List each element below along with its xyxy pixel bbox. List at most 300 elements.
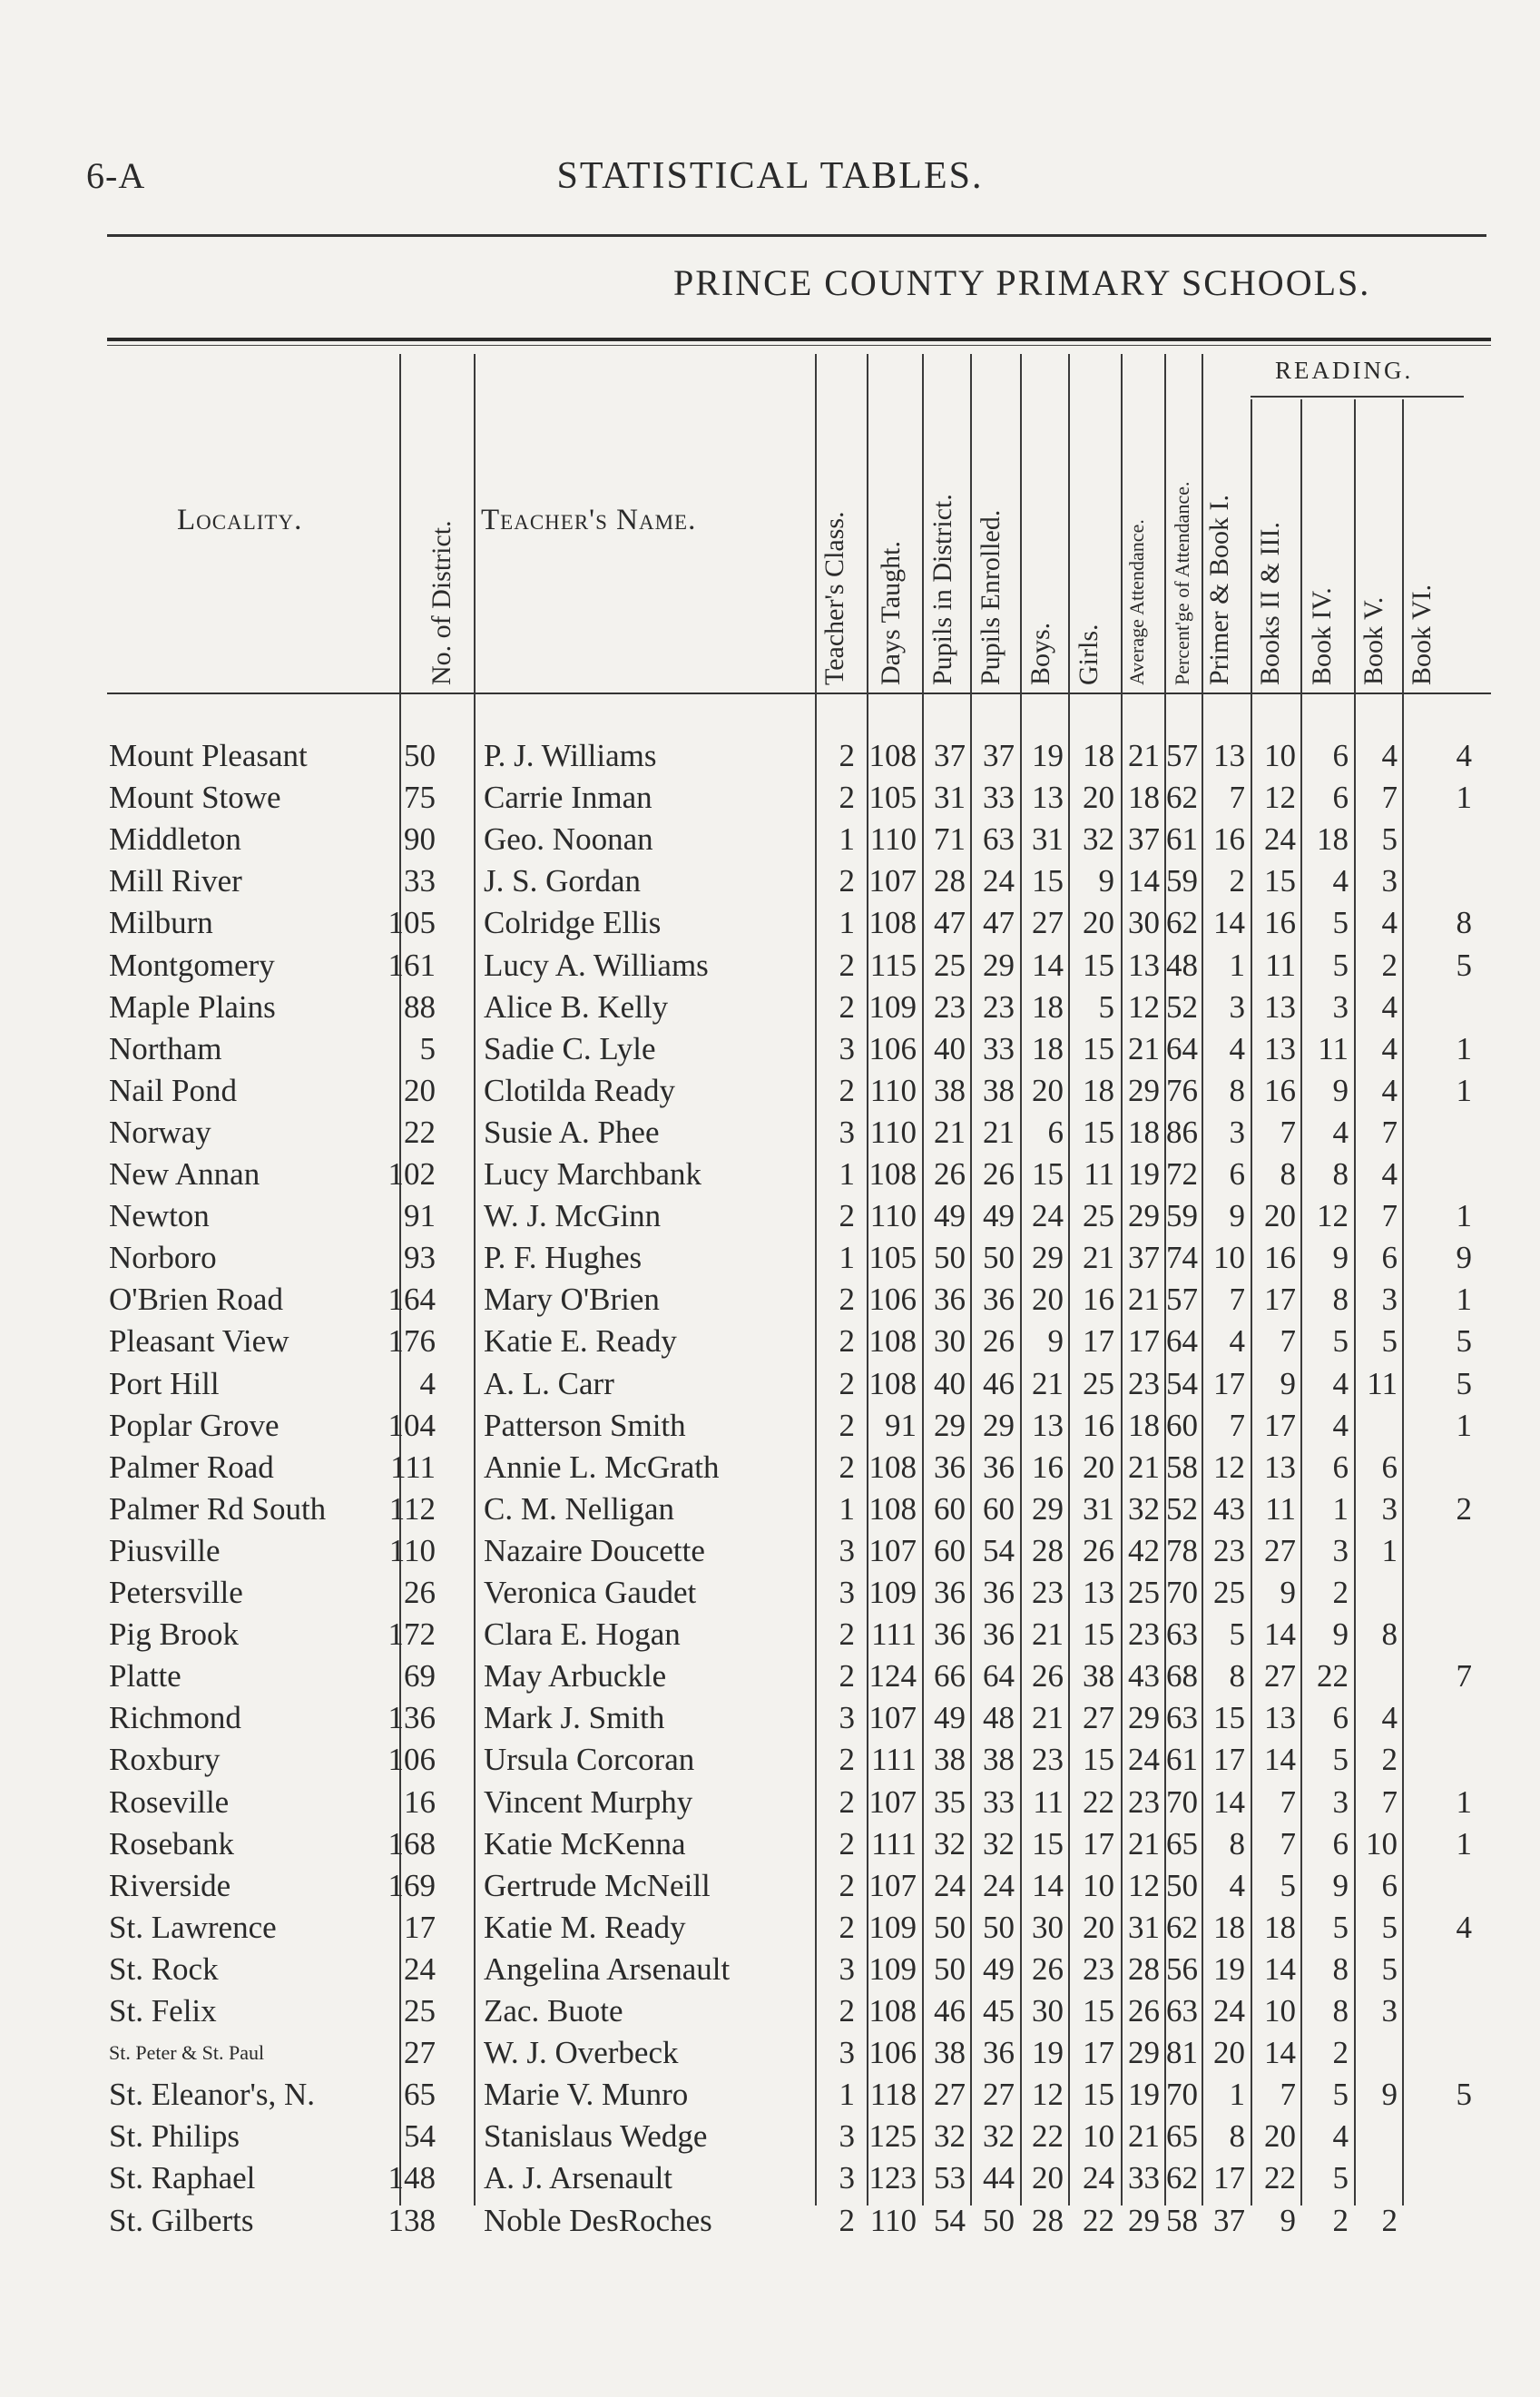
cell-book-4: 9 [1332, 1616, 1349, 1653]
cell-teacher-class: 2 [839, 738, 855, 773]
cell-pupils-enrolled: 32 [983, 2118, 1015, 2155]
cell-locality: Mount Stowe [109, 780, 281, 816]
cell-boys: 9 [1047, 1323, 1064, 1360]
cell-teacher-class: 2 [839, 1742, 855, 1778]
cell-percentage-attendance: 72 [1166, 1156, 1198, 1192]
cell-book-4: 5 [1332, 947, 1349, 983]
cell-book-4: 3 [1332, 988, 1349, 1025]
cell-books-2-3: 14 [1264, 2035, 1296, 2071]
cell-locality: Middleton [109, 821, 241, 858]
cell-pupils-enrolled: 23 [983, 988, 1015, 1025]
cell-percentage-attendance: 48 [1166, 947, 1198, 983]
cell-pupils-in-district: 23 [934, 988, 966, 1025]
cell-pupils-enrolled: 47 [983, 905, 1015, 941]
cell-pupils-in-district: 50 [934, 1240, 966, 1276]
cell-boys: 21 [1032, 1365, 1064, 1401]
cell-average-attendance: 43 [1128, 1658, 1160, 1695]
cell-average-attendance: 32 [1128, 1490, 1160, 1527]
cell-teacher-name: Stanislaus Wedge [484, 2118, 708, 2155]
cell-pupils-enrolled: 44 [983, 2160, 1015, 2196]
cell-book-4: 8 [1332, 1282, 1349, 1318]
cell-days-taught: 108 [868, 1365, 917, 1401]
cell-average-attendance: 37 [1128, 1240, 1160, 1276]
cell-girls: 10 [1083, 2118, 1114, 2155]
cell-percentage-attendance: 86 [1166, 1114, 1198, 1150]
cell-district: 69 [404, 1658, 436, 1695]
cell-book-6: 1 [1456, 1282, 1472, 1318]
cell-pupils-enrolled: 29 [983, 947, 1015, 983]
cell-days-taught: 110 [869, 1198, 917, 1234]
cell-books-2-3: 13 [1264, 1449, 1296, 1485]
cell-teacher-name: Lucy A. Williams [484, 947, 709, 983]
cell-pupils-in-district: 40 [934, 1365, 966, 1401]
cell-book-5: 2 [1381, 947, 1398, 983]
cell-girls: 24 [1083, 2160, 1114, 2196]
cell-teacher-name: Katie McKenna [484, 1825, 686, 1862]
cell-book-4: 5 [1332, 1909, 1349, 1945]
cell-percentage-attendance: 64 [1166, 1030, 1198, 1066]
cell-girls: 17 [1083, 2035, 1114, 2071]
cell-average-attendance: 29 [1128, 2202, 1160, 2238]
cell-pupils-enrolled: 26 [983, 1323, 1015, 1360]
cell-pupils-in-district: 27 [934, 2077, 966, 2113]
cell-percentage-attendance: 70 [1166, 2077, 1198, 2113]
cell-days-taught: 110 [869, 1072, 917, 1108]
cell-girls: 22 [1083, 1783, 1114, 1820]
cell-book-4: 5 [1332, 905, 1349, 941]
cell-books-2-3: 15 [1264, 863, 1296, 899]
cell-percentage-attendance: 63 [1166, 1993, 1198, 2029]
cell-girls: 22 [1083, 2202, 1114, 2238]
cell-district: 27 [404, 2035, 436, 2071]
cell-locality: St. Lawrence [109, 1909, 277, 1945]
cell-average-attendance: 28 [1128, 1950, 1160, 1987]
cell-girls: 15 [1083, 2077, 1114, 2113]
cell-primer-book1: 16 [1213, 821, 1245, 858]
cell-average-attendance: 18 [1128, 1407, 1160, 1443]
cell-district: 5 [419, 1030, 436, 1066]
cell-boys: 29 [1032, 1240, 1064, 1276]
cell-pupils-enrolled: 54 [983, 1532, 1015, 1568]
cell-locality: Poplar Grove [109, 1407, 280, 1443]
cell-teacher-name: C. M. Nelligan [484, 1490, 674, 1527]
cell-pupils-in-district: 28 [934, 863, 966, 899]
cell-book-4: 6 [1332, 1700, 1349, 1736]
cell-book-5: 2 [1381, 2202, 1398, 2238]
cell-percentage-attendance: 62 [1166, 780, 1198, 816]
cell-books-2-3: 27 [1264, 1658, 1296, 1695]
cell-book-5: 7 [1381, 1198, 1398, 1234]
cell-average-attendance: 12 [1128, 988, 1160, 1025]
cell-primer-book1: 25 [1213, 1575, 1245, 1610]
cell-book-5: 6 [1381, 1240, 1398, 1276]
cell-district: 148 [387, 2160, 436, 2196]
cell-locality: O'Brien Road [109, 1282, 283, 1318]
table-row [0, 1237, 1540, 1279]
cell-pupils-in-district: 25 [934, 947, 966, 983]
cell-pupils-enrolled: 36 [983, 1616, 1015, 1653]
cell-boys: 23 [1032, 1742, 1064, 1778]
table-row [0, 1112, 1540, 1154]
cell-pupils-in-district: 54 [934, 2202, 966, 2238]
cell-pupils-enrolled: 60 [983, 1490, 1015, 1527]
cell-teacher-class: 2 [839, 1072, 855, 1108]
table-row [0, 2074, 1540, 2116]
cell-pupils-in-district: 36 [934, 1616, 966, 1653]
cell-primer-book1: 17 [1213, 1742, 1245, 1778]
cell-teacher-class: 1 [839, 821, 855, 858]
cell-boys: 20 [1032, 2160, 1064, 2196]
cell-book-4: 12 [1317, 1198, 1349, 1234]
cell-district: 104 [387, 1407, 436, 1443]
cell-days-taught: 115 [869, 947, 917, 983]
cell-teacher-name: Susie A. Phee [484, 1114, 660, 1150]
cell-pupils-in-district: 60 [934, 1490, 966, 1527]
cell-pupils-in-district: 50 [934, 1950, 966, 1987]
cell-percentage-attendance: 58 [1166, 1449, 1198, 1485]
cell-locality: St. Peter & St. Paul [109, 2041, 265, 2065]
cell-book-4: 5 [1332, 2077, 1349, 2113]
cell-average-attendance: 29 [1128, 1198, 1160, 1234]
cell-teacher-name: Lucy Marchbank [484, 1156, 702, 1192]
cell-days-taught: 105 [868, 1240, 917, 1276]
cell-boys: 13 [1032, 1407, 1064, 1443]
cell-girls: 20 [1083, 1449, 1114, 1485]
cell-pupils-enrolled: 49 [983, 1950, 1015, 1987]
cell-days-taught: 110 [869, 1114, 917, 1150]
cell-girls: 18 [1083, 738, 1114, 773]
cell-book-4: 4 [1332, 863, 1349, 899]
cell-primer-book1: 23 [1213, 1532, 1245, 1568]
table-row [0, 2157, 1540, 2199]
table-row [0, 860, 1540, 902]
cell-book-5: 7 [1381, 1783, 1398, 1820]
cell-percentage-attendance: 81 [1166, 2035, 1198, 2071]
cell-primer-book1: 9 [1229, 1198, 1245, 1234]
cell-book-5: 2 [1381, 1742, 1398, 1778]
table-row [0, 819, 1540, 860]
cell-books-2-3: 13 [1264, 1700, 1296, 1736]
cell-percentage-attendance: 58 [1166, 2202, 1198, 2238]
cell-teacher-class: 2 [839, 1282, 855, 1318]
cell-teacher-class: 2 [839, 1909, 855, 1945]
cell-book-5: 7 [1381, 1114, 1398, 1150]
cell-girls: 31 [1083, 1490, 1114, 1527]
cell-book-5: 4 [1381, 1072, 1398, 1108]
cell-pupils-enrolled: 64 [983, 1658, 1015, 1695]
cell-teacher-name: Katie E. Ready [484, 1323, 677, 1360]
cell-boys: 21 [1032, 1616, 1064, 1653]
cell-locality: Petersville [109, 1575, 243, 1610]
cell-locality: Riverside [109, 1867, 231, 1903]
cell-teacher-class: 1 [839, 905, 855, 941]
cell-girls: 15 [1083, 1993, 1114, 2029]
cell-boys: 15 [1032, 1825, 1064, 1862]
cell-girls: 13 [1083, 1575, 1114, 1610]
cell-boys: 14 [1032, 1867, 1064, 1903]
cell-books-2-3: 20 [1264, 1198, 1296, 1234]
cell-average-attendance: 21 [1128, 1030, 1160, 1066]
cell-book-4: 5 [1332, 2160, 1349, 2196]
header-locality: Locality. [177, 504, 303, 536]
cell-book-4: 4 [1332, 1365, 1349, 1401]
cell-book-4: 5 [1332, 1742, 1349, 1778]
cell-teacher-class: 3 [839, 2035, 855, 2071]
cell-percentage-attendance: 68 [1166, 1658, 1198, 1695]
cell-percentage-attendance: 52 [1166, 988, 1198, 1025]
header-girls: Girls. [1074, 624, 1104, 685]
table-row [0, 1447, 1540, 1488]
cell-book-5: 4 [1381, 905, 1398, 941]
cell-girls: 32 [1083, 821, 1114, 858]
cell-primer-book1: 4 [1229, 1867, 1245, 1903]
cell-book-5: 4 [1381, 1700, 1398, 1736]
cell-average-attendance: 21 [1128, 738, 1160, 773]
table-row [0, 1572, 1540, 1614]
cell-district: 112 [388, 1490, 436, 1527]
cell-teacher-name: Clara E. Hogan [484, 1616, 681, 1653]
cell-percentage-attendance: 76 [1166, 1072, 1198, 1108]
table-top-rule [107, 338, 1491, 341]
cell-days-taught: 107 [868, 1700, 917, 1736]
cell-days-taught: 124 [868, 1658, 917, 1695]
cell-primer-book1: 4 [1229, 1323, 1245, 1360]
cell-pupils-enrolled: 50 [983, 2202, 1015, 2238]
cell-pupils-in-district: 49 [934, 1198, 966, 1234]
cell-boys: 18 [1032, 988, 1064, 1025]
cell-book-6: 1 [1456, 1825, 1472, 1862]
cell-days-taught: 111 [871, 1825, 917, 1862]
cell-book-6: 1 [1456, 1783, 1472, 1820]
cell-locality: St. Philips [109, 2118, 240, 2155]
cell-book-4: 6 [1332, 1825, 1349, 1862]
cell-days-taught: 107 [868, 863, 917, 899]
cell-books-2-3: 16 [1264, 1240, 1296, 1276]
cell-days-taught: 91 [885, 1407, 917, 1443]
cell-percentage-attendance: 61 [1166, 1742, 1198, 1778]
table-row [0, 1530, 1540, 1572]
cell-girls: 16 [1083, 1407, 1114, 1443]
cell-district: 91 [404, 1198, 436, 1234]
cell-book-5: 6 [1381, 1867, 1398, 1903]
cell-books-2-3: 7 [1280, 2077, 1296, 2113]
cell-pupils-enrolled: 36 [983, 1449, 1015, 1485]
header-bottom-rule [107, 693, 1491, 694]
cell-locality: St. Raphael [109, 2160, 256, 2196]
cell-book-6: 7 [1456, 1658, 1472, 1695]
cell-boys: 15 [1032, 1156, 1064, 1192]
cell-book-4: 2 [1332, 2035, 1349, 2071]
table-row [0, 1655, 1540, 1697]
cell-girls: 38 [1083, 1658, 1114, 1695]
cell-primer-book1: 17 [1213, 2160, 1245, 2196]
cell-teacher-name: Alice B. Kelly [484, 988, 669, 1025]
cell-pupils-in-district: 38 [934, 1742, 966, 1778]
cell-books-2-3: 11 [1265, 947, 1296, 983]
cell-locality: Milburn [109, 905, 213, 941]
cell-days-taught: 109 [868, 1950, 917, 1987]
cell-teacher-class: 1 [839, 1156, 855, 1192]
cell-district: 17 [404, 1909, 436, 1945]
cell-average-attendance: 21 [1128, 1825, 1160, 1862]
table-row [0, 1949, 1540, 1990]
cell-district: 111 [390, 1449, 436, 1485]
cell-locality: Roseville [109, 1783, 230, 1820]
cell-teacher-class: 1 [839, 1490, 855, 1527]
cell-locality: Nail Pond [109, 1072, 237, 1108]
cell-days-taught: 108 [868, 1156, 917, 1192]
table-row [0, 1614, 1540, 1655]
cell-girls: 17 [1083, 1825, 1114, 1862]
cell-locality: Norboro [109, 1240, 217, 1276]
cell-days-taught: 107 [868, 1532, 917, 1568]
cell-locality: St. Felix [109, 1993, 217, 2029]
cell-days-taught: 107 [868, 1867, 917, 1903]
cell-teacher-class: 2 [839, 2202, 855, 2238]
cell-boys: 30 [1032, 1993, 1064, 2029]
cell-book-5: 6 [1381, 1449, 1398, 1485]
cell-book-5: 4 [1381, 1156, 1398, 1192]
cell-pupils-in-district: 53 [934, 2160, 966, 2196]
cell-primer-book1: 14 [1213, 905, 1245, 941]
cell-book-4: 9 [1332, 1072, 1349, 1108]
cell-girls: 21 [1083, 1240, 1114, 1276]
cell-percentage-attendance: 50 [1166, 1867, 1198, 1903]
header-teacher-name: Teacher's Name. [481, 504, 697, 536]
cell-book-5: 3 [1381, 1490, 1398, 1527]
cell-teacher-class: 3 [839, 1700, 855, 1736]
cell-teacher-class: 2 [839, 1407, 855, 1443]
cell-teacher-name: May Arbuckle [484, 1658, 667, 1695]
cell-pupils-in-district: 35 [934, 1783, 966, 1820]
cell-district: 88 [404, 988, 436, 1025]
cell-days-taught: 108 [868, 1323, 917, 1360]
cell-teacher-name: Veronica Gaudet [484, 1575, 697, 1610]
header-book-5: Book V. [1359, 596, 1388, 685]
cell-teacher-class: 2 [839, 1616, 855, 1653]
cell-days-taught: 108 [868, 1993, 917, 2029]
cell-book-5: 3 [1381, 1993, 1398, 2029]
cell-primer-book1: 3 [1229, 988, 1245, 1025]
cell-pupils-enrolled: 37 [983, 738, 1015, 773]
cell-days-taught: 110 [869, 821, 917, 858]
cell-boys: 21 [1032, 1700, 1064, 1736]
cell-books-2-3: 8 [1280, 1156, 1296, 1192]
table-row [0, 777, 1540, 819]
cell-pupils-enrolled: 24 [983, 863, 1015, 899]
cell-teacher-class: 3 [839, 1030, 855, 1066]
table-row [0, 2032, 1540, 2074]
cell-average-attendance: 19 [1128, 2077, 1160, 2113]
cell-teacher-class: 3 [839, 1114, 855, 1150]
cell-books-2-3: 16 [1264, 905, 1296, 941]
cell-days-taught: 123 [868, 2160, 917, 2196]
cell-pupils-in-district: 32 [934, 2118, 966, 2155]
cell-pupils-enrolled: 32 [983, 1825, 1015, 1862]
cell-teacher-class: 2 [839, 988, 855, 1025]
cell-percentage-attendance: 70 [1166, 1575, 1198, 1610]
cell-pupils-enrolled: 48 [983, 1700, 1015, 1736]
table-row [0, 2200, 1540, 2242]
cell-locality: Piusville [109, 1532, 221, 1568]
cell-book-4: 8 [1332, 1950, 1349, 1987]
cell-teacher-name: Patterson Smith [484, 1407, 686, 1443]
cell-book-4: 18 [1317, 821, 1349, 858]
cell-boys: 30 [1032, 1909, 1064, 1945]
cell-locality: Newton [109, 1198, 210, 1234]
cell-books-2-3: 7 [1280, 1323, 1296, 1360]
cell-boys: 23 [1032, 1575, 1064, 1610]
table-row [0, 1990, 1540, 2032]
table-row [0, 1782, 1540, 1823]
cell-book-6: 1 [1456, 1407, 1472, 1443]
cell-girls: 20 [1083, 905, 1114, 941]
cell-girls: 27 [1083, 1700, 1114, 1736]
cell-teacher-class: 3 [839, 1950, 855, 1987]
cell-girls: 15 [1083, 1030, 1114, 1066]
cell-district: 90 [404, 821, 436, 858]
cell-district: 26 [404, 1575, 436, 1610]
cell-book-5: 5 [1381, 821, 1398, 858]
cell-pupils-enrolled: 50 [983, 1240, 1015, 1276]
table-subtitle: PRINCE COUNTY PRIMARY SCHOOLS. [673, 262, 1371, 303]
cell-teacher-name: Angelina Arsenault [484, 1950, 731, 1987]
cell-books-2-3: 16 [1264, 1072, 1296, 1108]
cell-district: 54 [404, 2118, 436, 2155]
table-row [0, 902, 1540, 944]
cell-girls: 26 [1083, 1532, 1114, 1568]
table-row [0, 1321, 1540, 1362]
cell-district: 138 [387, 2202, 436, 2238]
cell-girls: 15 [1083, 947, 1114, 983]
cell-boys: 22 [1032, 2118, 1064, 2155]
cell-average-attendance: 25 [1128, 1575, 1160, 1610]
cell-locality: St. Eleanor's, N. [109, 2077, 315, 2113]
cell-primer-book1: 1 [1229, 2077, 1245, 2113]
cell-teacher-class: 2 [839, 1825, 855, 1862]
cell-average-attendance: 31 [1128, 1909, 1160, 1945]
cell-locality: Northam [109, 1030, 222, 1066]
cell-girls: 5 [1098, 988, 1114, 1025]
cell-average-attendance: 18 [1128, 1114, 1160, 1150]
cell-boys: 26 [1032, 1950, 1064, 1987]
cell-primer-book1: 43 [1213, 1490, 1245, 1527]
cell-boys: 27 [1032, 905, 1064, 941]
cell-district: 24 [404, 1950, 436, 1987]
cell-books-2-3: 5 [1280, 1867, 1296, 1903]
cell-primer-book1: 18 [1213, 1909, 1245, 1945]
cell-days-taught: 107 [868, 1783, 917, 1820]
cell-book-6: 5 [1456, 2077, 1472, 2113]
cell-book-5: 3 [1381, 863, 1398, 899]
cell-book-5: 11 [1367, 1365, 1398, 1401]
cell-days-taught: 111 [871, 1616, 917, 1653]
cell-books-2-3: 20 [1264, 2118, 1296, 2155]
cell-locality: Pleasant View [109, 1323, 289, 1360]
header-book-6: Book VI. [1407, 584, 1437, 685]
header-teacher-class: Teacher's Class. [819, 511, 849, 685]
cell-average-attendance: 19 [1128, 1156, 1160, 1192]
cell-locality: St. Rock [109, 1950, 219, 1987]
cell-boys: 31 [1032, 821, 1064, 858]
header-book-4: Book IV. [1307, 587, 1337, 685]
cell-pupils-enrolled: 33 [983, 1030, 1015, 1066]
cell-locality: Maple Plains [109, 988, 276, 1025]
cell-pupils-enrolled: 45 [983, 1993, 1015, 2029]
cell-pupils-enrolled: 49 [983, 1198, 1015, 1234]
cell-locality: Roxbury [109, 1742, 221, 1778]
cell-teacher-name: A. L. Carr [484, 1365, 614, 1401]
